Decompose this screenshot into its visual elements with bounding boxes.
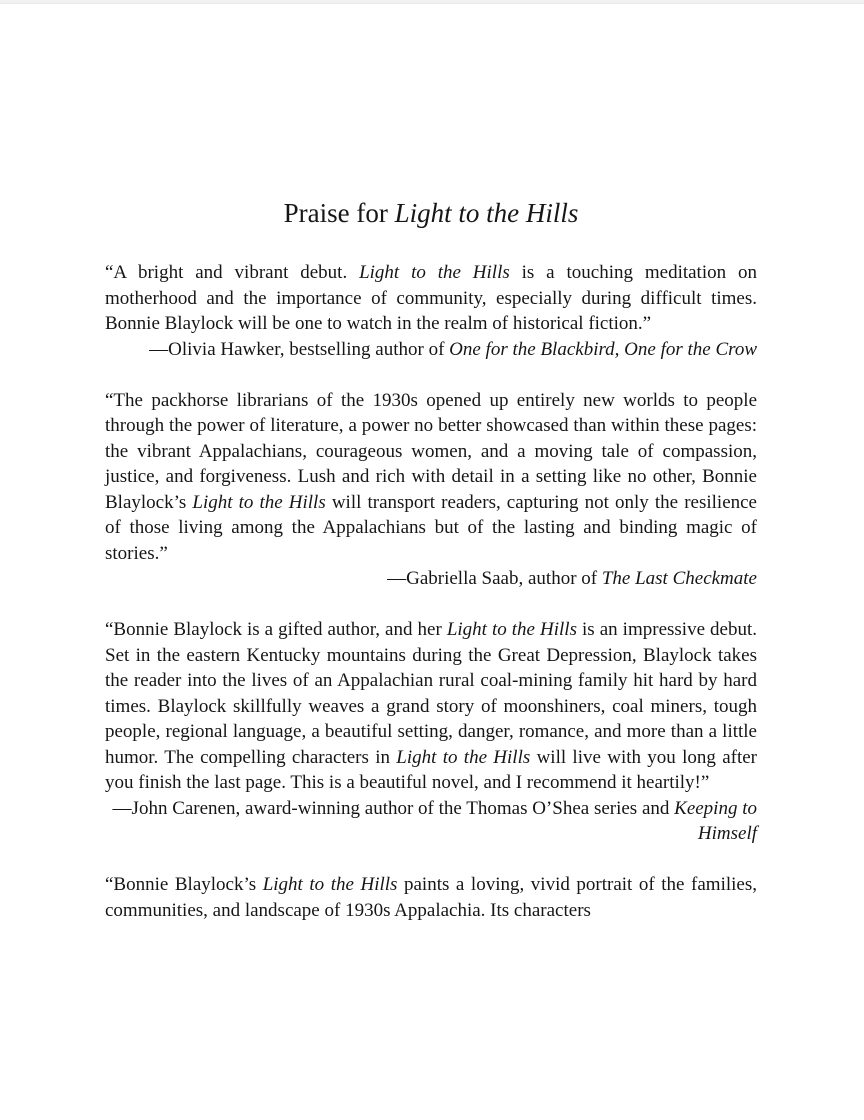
- praise-attribution: [105, 566, 757, 592]
- praise-quote: [105, 617, 757, 796]
- page-content: [105, 0, 757, 949]
- italic-text-run: Light to the Hills: [446, 619, 577, 640]
- text-run: paints a loving, vivid portrait of the families, communities, and landscape of 1930s Appalachia. Its characters: [105, 874, 757, 921]
- praise-section: [105, 872, 757, 923]
- praise-sections: [105, 260, 757, 923]
- text-run: “Bonnie Blaylock’s: [105, 874, 263, 895]
- text-run: —Gabriella Saab, author of: [387, 568, 602, 589]
- praise-section: [105, 388, 757, 592]
- text-run: “The packhorse librarians of the 1930s opened up entirely new worlds to people through the power of literature, a power no better showcased than within these pages: the vibrant Appalachians, courageous women, and a moving tale of compassion, justice, and forgiveness. Lush and rich with detail in a setting like no other, Bonnie Blaylock’s: [105, 389, 757, 513]
- italic-text-run: Light to the Hills: [394, 198, 579, 228]
- text-run: will transport readers, capturing not only the resilience of those living among the Appalachians but of the lasting and binding magic of stories.”: [105, 491, 757, 564]
- praise-section: [105, 617, 757, 847]
- praise-quote: [105, 260, 757, 337]
- page-title: [105, 196, 757, 230]
- italic-text-run: The Last Checkmate: [601, 568, 757, 589]
- text-run: will live with you long after you finish the last page. This is a beautiful novel, and I recommend it heartily!”: [105, 746, 757, 793]
- italic-text-run: Keeping to Himself: [674, 797, 757, 844]
- text-run: —John Carenen, award-winning author of the Thomas O’Shea series and: [112, 797, 675, 819]
- text-run: “Bonnie Blaylock is a gifted author, and her: [105, 619, 447, 640]
- text-run: Praise for: [283, 198, 395, 228]
- praise-attribution: [105, 337, 757, 363]
- italic-text-run: Light to the Hills: [262, 874, 398, 895]
- praise-attribution: [105, 796, 757, 847]
- italic-text-run: Light to the Hills: [359, 262, 510, 283]
- text-run: is a touching meditation on motherhood and the importance of community, especially during difficult times. Bonnie Blaylock will be one to watch in the realm of historical fiction.”: [105, 262, 757, 334]
- text-run: “A bright and vibrant debut.: [105, 262, 360, 283]
- praise-quote: [105, 388, 757, 567]
- praise-section: [105, 260, 757, 362]
- text-run: is an impressive debut. Set in the eastern Kentucky mountains during the Great Depression, Blaylock takes the reader into the lives of an Appalachian rural coal-mining family hit hard by hard times. Blaylock skillfully weaves a grand story of moonshiners, coal miners, tough people, regional language, a beautiful setting, danger, romance, and more than a little humor. The compelling characters in: [105, 619, 757, 768]
- text-run: —Olivia Hawker, bestselling author of: [149, 338, 450, 360]
- italic-text-run: One for the Blackbird, One for the Crow: [449, 338, 757, 360]
- italic-text-run: Light to the Hills: [396, 746, 531, 768]
- praise-quote: [105, 872, 757, 923]
- italic-text-run: Light to the Hills: [192, 491, 326, 513]
